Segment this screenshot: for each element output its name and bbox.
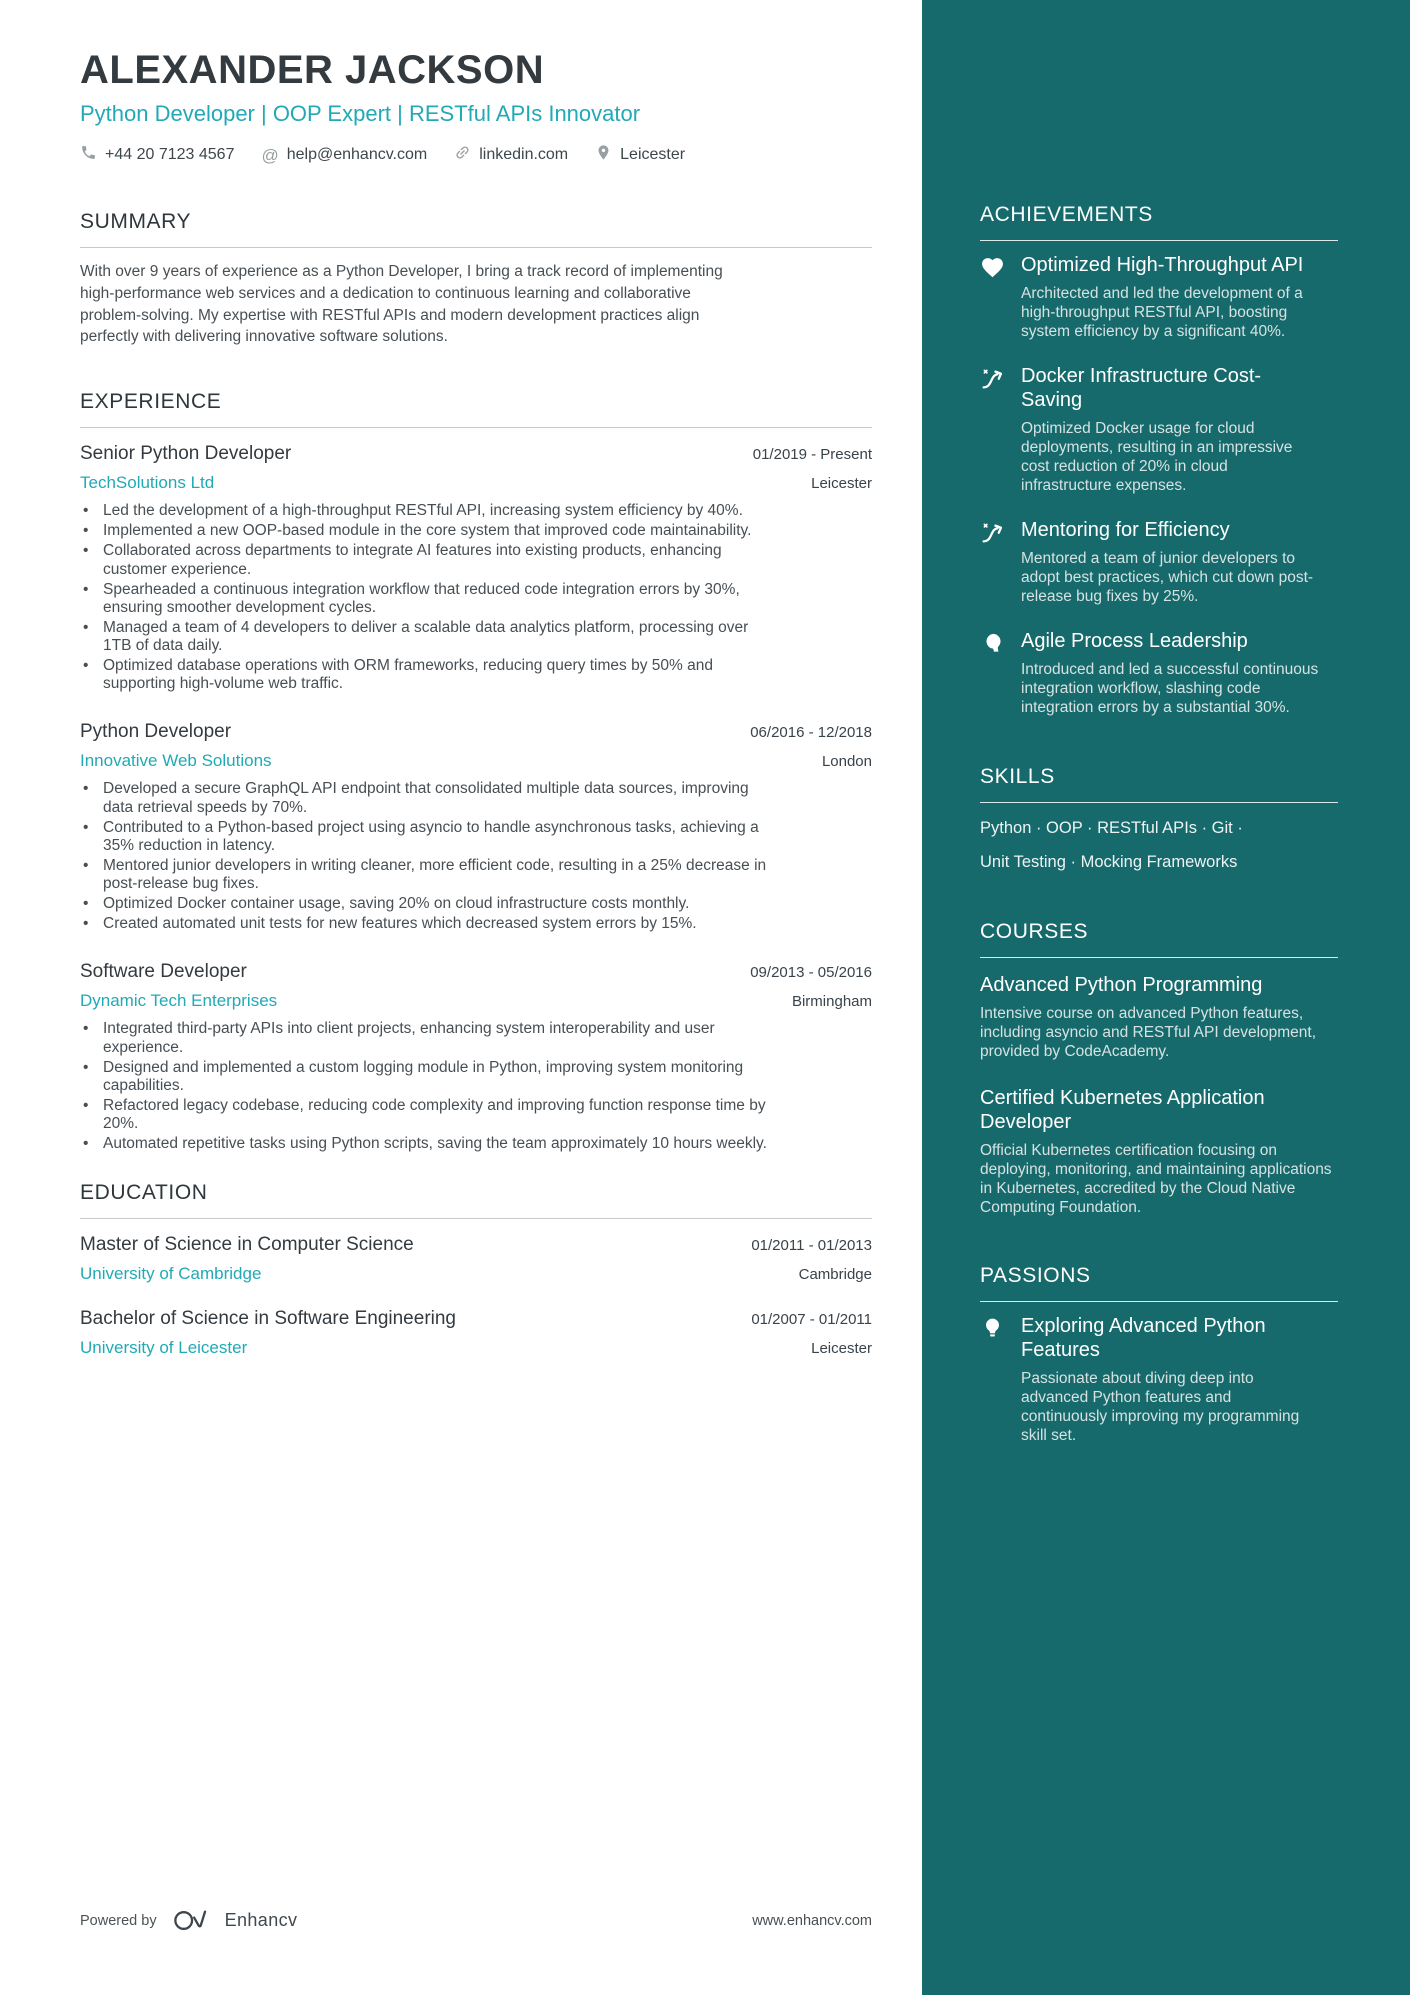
contact-location (595, 144, 685, 166)
job-location: Birmingham (791, 993, 872, 1011)
skills-line: Unit Testing · Mocking Frameworks (980, 853, 1238, 872)
job-location: Leicester (811, 475, 872, 493)
achievement-text: Optimized Docker usage for cloud deployments, resulting in an impressive cost reduction of 20% in cloud infrastructure expenses. (1021, 419, 1293, 494)
brand-name: Enhancv (224, 1910, 298, 1930)
head-icon (980, 630, 1006, 718)
person-name: ALEXANDER JACKSON (80, 48, 545, 92)
bullet-item: • Optimized database operations with ORM frameworks, reducing query times by 50% and supporting high-volume web traffic. (80, 657, 774, 693)
passions-heading: PASSIONS (980, 1264, 1338, 1302)
course-text: Intensive course on advanced Python features, including asyncio and RESTful API development, provided by CodeAcademy. (980, 1004, 1317, 1061)
job-bullets (80, 502, 774, 693)
course-item (980, 1086, 1338, 1217)
achievement-item (980, 519, 1338, 607)
job-dates: 09/2013 - 05/2016 (750, 964, 872, 982)
course-title: Advanced Python Programming (980, 973, 1263, 996)
achievement-title: Docker Infrastructure Cost-Saving (1021, 365, 1262, 411)
achievement-item (980, 254, 1338, 342)
job-entry (80, 443, 872, 693)
powered-by-label: Powered by (80, 1912, 157, 1929)
contact-email[interactable] (261, 146, 427, 164)
degree-title: Bachelor of Science in Software Engineering (80, 1308, 457, 1330)
job-company: Dynamic Tech Enterprises (80, 991, 278, 1011)
location-text: Leicester (620, 146, 686, 164)
job-title: Python Developer (80, 721, 232, 743)
link-text: linkedin.com (479, 146, 569, 164)
phone-number: +44 20 7123 4567 (105, 146, 235, 164)
job-entry (80, 721, 872, 933)
achievement-title: Optimized High-Throughput API (1021, 254, 1304, 276)
bullet-item: • Integrated third-party APIs into client projects, enhancing system interoperability and user experience. (80, 1020, 774, 1056)
bullet-item: • Refactored legacy codebase, reducing code complexity and improving function response time by 20%. (80, 1097, 774, 1133)
courses-section (980, 920, 1338, 1217)
lightbulb-icon (980, 1315, 1006, 1445)
passion-item (980, 1315, 1338, 1445)
skills-line: Python · OOP · RESTful APIs · Git · (980, 818, 1243, 837)
degree-dates: 01/2011 - 01/2013 (751, 1237, 872, 1255)
job-dates: 01/2019 - Present (752, 446, 872, 464)
school-location: Cambridge (798, 1266, 872, 1284)
achievement-text: Introduced and led a successful continuous integration workflow, slashing code integration errors by a substantial 30%. (1021, 661, 1319, 716)
bullet-item: • Collaborated across departments to integrate AI features into existing products, enhancing customer experience. (80, 542, 774, 578)
route-arrow-icon (980, 365, 1006, 495)
job-location: London (821, 753, 872, 771)
school-location: Leicester (811, 1340, 872, 1358)
location-pin-icon (595, 144, 612, 166)
link-icon (454, 144, 471, 166)
degree-dates: 01/2007 - 01/2011 (751, 1311, 872, 1329)
bullet-item: • Automated repetitive tasks using Python scripts, saving the team approximately 10 hours weekly. (80, 1135, 774, 1153)
experience-heading: EXPERIENCE (80, 390, 872, 428)
school-name: University of Leicester (80, 1338, 248, 1358)
person-headline: Python Developer | OOP Expert | RESTful APIs Innovator (80, 101, 641, 126)
bullet-item: • Contributed to a Python-based project using asyncio to handle asynchronous tasks, achieving a 35% reduction in latency. (80, 819, 774, 855)
achievement-title: Mentoring for Efficiency (1021, 518, 1230, 541)
job-company: TechSolutions Ltd (80, 473, 215, 493)
bullet-item: • Managed a team of 4 developers to deliver a scalable data analytics platform, processing over 1TB of data daily. (80, 619, 774, 655)
achievement-title: Agile Process Leadership (1021, 629, 1248, 652)
skills-heading: SKILLS (980, 765, 1338, 803)
bullet-item: • Optimized Docker container usage, saving 20% on cloud infrastructure costs monthly. (80, 895, 774, 913)
course-title: Certified Kubernetes Application Developer (980, 1087, 1265, 1134)
at-icon: @ (261, 145, 279, 165)
bullet-item: • Designed and implemented a custom logging module in Python, improving system monitoring capabilities. (80, 1059, 774, 1095)
experience-section (80, 390, 872, 1153)
summary-section (80, 210, 872, 348)
powered-by[interactable] (80, 1908, 297, 1933)
bullet-item: • Developed a secure GraphQL API endpoint that consolidated multiple data sources, improving data retrieval speeds by 70%. (80, 780, 774, 816)
job-dates: 06/2016 - 12/2018 (750, 724, 872, 742)
heart-icon (980, 254, 1006, 342)
contact-phone (80, 144, 234, 166)
route-arrow-icon (980, 519, 1006, 607)
job-bullets (80, 780, 774, 933)
passions-section (980, 1264, 1338, 1445)
degree-title: Master of Science in Computer Science (80, 1234, 414, 1256)
achievements-section (980, 203, 1338, 718)
courses-heading: COURSES (980, 920, 1338, 958)
bullet-item: • Created automated unit tests for new features which decreased system errors by 15%. (80, 915, 774, 933)
bullet-item: • Mentored junior developers in writing cleaner, more efficient code, resulting in a 25% decrease in post-release bug fixes. (80, 857, 774, 893)
email-address: help@enhancv.com (286, 146, 428, 164)
job-company: Innovative Web Solutions (80, 751, 272, 771)
job-title: Software Developer (80, 961, 247, 983)
contact-link[interactable] (454, 144, 568, 166)
achievement-text: Architected and led the development of a high-throughput RESTful API, boosting system efficiency by a significant 40%. (1021, 285, 1303, 341)
education-entry (80, 1234, 872, 1284)
achievement-item (980, 630, 1338, 718)
course-text: Official Kubernetes certification focusing on deploying, monitoring, and maintaining applications in Kubernetes, accredited by the Cloud Native Computing Foundation. (980, 1142, 1332, 1217)
contact-row (80, 144, 872, 166)
main-column (80, 0, 872, 1382)
job-entry (80, 961, 872, 1153)
skills-section (980, 765, 1338, 873)
course-item (980, 973, 1338, 1061)
achievement-item (980, 365, 1338, 495)
passion-text: Passionate about diving deep into advanced Python features and continuously improving my programming skill set. (1021, 1370, 1300, 1444)
job-title: Senior Python Developer (80, 443, 292, 465)
bullet-item: • Implemented a new OOP-based module in the core system that improved code maintainability. (80, 522, 774, 540)
summary-text: With over 9 years of experience as a Python Developer, I bring a track record of implementing high-performance web services and a dedication to continuous learning and collaborative problem-solving. My expertise with RESTful APIs and modern development practices align perfectly with delivering innovative software solutions. (80, 263, 723, 346)
site-url[interactable]: www.enhancv.com (752, 1912, 872, 1929)
education-heading: EDUCATION (80, 1181, 872, 1219)
bullet-item: • Led the development of a high-throughput RESTful API, increasing system efficiency by 40%. (80, 502, 774, 520)
achievement-text: Mentored a team of junior developers to adopt best practices, which cut down post-release bug fixes by 25%. (1021, 549, 1314, 605)
sidebar (922, 0, 1410, 1995)
bullet-item: • Spearheaded a continuous integration workflow that reduced code integration errors by 30%, ensuring smoother development cycles. (80, 581, 774, 617)
education-entry (80, 1308, 872, 1358)
footer (80, 1908, 872, 1933)
school-name: University of Cambridge (80, 1264, 262, 1284)
summary-heading: SUMMARY (80, 210, 872, 248)
job-bullets (80, 1020, 774, 1153)
phone-icon (80, 144, 97, 166)
enhancv-logo-icon (173, 1908, 209, 1933)
passion-title: Exploring Advanced Python Features (1021, 1315, 1266, 1361)
achievements-heading: ACHIEVEMENTS (980, 203, 1338, 241)
education-section (80, 1181, 872, 1358)
